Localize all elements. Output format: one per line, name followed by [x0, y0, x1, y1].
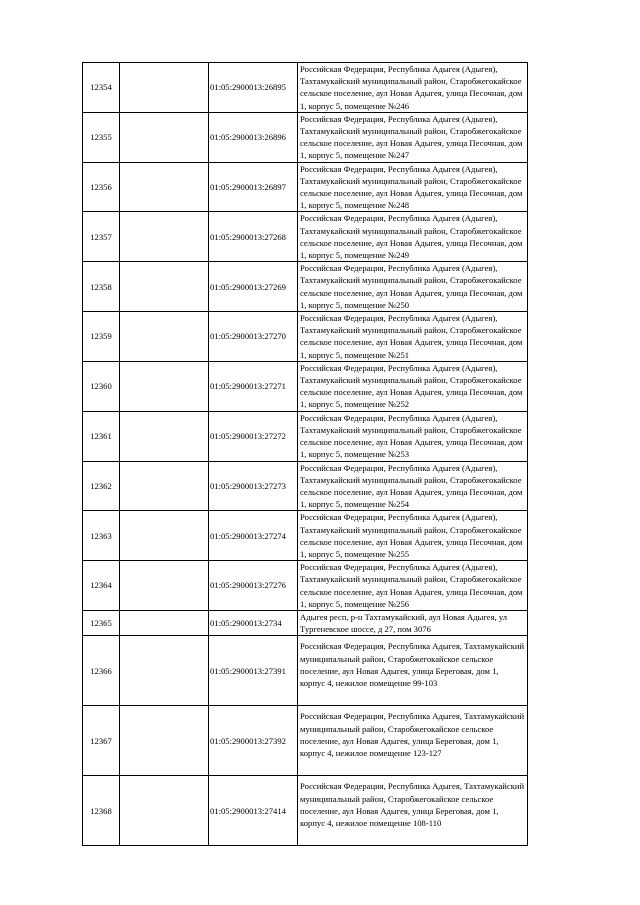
property-table	[82, 62, 528, 846]
row-number-cell: 12368	[83, 776, 120, 846]
row-number-cell: 12363	[83, 511, 120, 561]
table-row	[83, 361, 528, 411]
cadastral-number-cell: 01:05:2900013:26896	[209, 112, 298, 162]
address-cell: Российская Федерация, Республика Адыгея (Адыгея), Тахтамукайский муниципальный район, Старобжегокайское сельское поселение, аул Новая Адыгея, улица Песочная, дом 1, корпус 5, помещение №253	[298, 411, 528, 461]
row-number-cell: 12362	[83, 461, 120, 511]
empty-cell	[120, 361, 209, 411]
row-number-cell: 12359	[83, 312, 120, 362]
cadastral-number-cell: 01:05:2900013:2734	[209, 610, 298, 635]
cadastral-number-cell: 01:05:2900013:27269	[209, 262, 298, 312]
cadastral-number-cell: 01:05:2900013:26897	[209, 162, 298, 212]
table-row	[83, 610, 528, 635]
cadastral-number-cell: 01:05:2900013:27276	[209, 561, 298, 611]
address-cell: Российская Федерация, Республика Адыгея (Адыгея), Тахтамукайский муниципальный район, Старобжегокайское сельское поселение, аул Новая Адыгея, улица Песочная, дом 1, корпус 5, помещение №254	[298, 461, 528, 511]
cadastral-number-cell: 01:05:2900013:27270	[209, 312, 298, 362]
address-cell: Российская Федерация, Республика Адыгея, Тахтамукайский муниципальный район, Старобжегокайское сельское поселение, аул Новая Адыгея, улица Береговая, дом 1, корпус 4, нежилое помещение 123-127	[298, 706, 528, 776]
empty-cell	[120, 610, 209, 635]
row-number-cell: 12360	[83, 361, 120, 411]
empty-cell	[120, 461, 209, 511]
address-cell: Российская Федерация, Республика Адыгея (Адыгея), Тахтамукайский муниципальный район, Старобжегокайское сельское поселение, аул Новая Адыгея, улица Песочная, дом 1, корпус 5, помещение №252	[298, 361, 528, 411]
cadastral-number-cell: 01:05:2900013:27272	[209, 411, 298, 461]
address-cell: Адыгея респ, р-н Тахтамукайский, аул Новая Адыгея, ул Тургеневское шоссе, д 27, пом 3076	[298, 610, 528, 635]
empty-cell	[120, 636, 209, 706]
registry-sheet	[82, 62, 528, 846]
empty-cell	[120, 312, 209, 362]
table-row	[83, 212, 528, 262]
address-cell: Российская Федерация, Республика Адыгея (Адыгея), Тахтамукайский муниципальный район, Старобжегокайское сельское поселение, аул Новая Адыгея, улица Песочная, дом 1, корпус 5, помещение №248	[298, 162, 528, 212]
row-number-cell: 12367	[83, 706, 120, 776]
empty-cell	[120, 511, 209, 561]
table-row	[83, 112, 528, 162]
address-cell: Российская Федерация, Республика Адыгея (Адыгея), Тахтамукайский муниципальный район, Старобжегокайское сельское поселение, аул Новая Адыгея, улица Песочная, дом 1, корпус 5, помещение №250	[298, 262, 528, 312]
table-row	[83, 312, 528, 362]
table-row	[83, 636, 528, 706]
empty-cell	[120, 63, 209, 113]
address-cell: Российская Федерация, Республика Адыгея (Адыгея), Тахтамукайский муниципальный район, Старобжегокайское сельское поселение, аул Новая Адыгея, улица Песочная, дом 1, корпус 5, помещение №256	[298, 561, 528, 611]
row-number-cell: 12366	[83, 636, 120, 706]
table-row	[83, 461, 528, 511]
table-row	[83, 262, 528, 312]
empty-cell	[120, 411, 209, 461]
address-cell: Российская Федерация, Республика Адыгея (Адыгея), Тахтамукайский муниципальный район, Старобжегокайское сельское поселение, аул Новая Адыгея, улица Песочная, дом 1, корпус 5, помещение №246	[298, 63, 528, 113]
address-cell: Российская Федерация, Республика Адыгея, Тахтамукайский муниципальный район, Старобжегокайское сельское поселение, аул Новая Адыгея, улица Береговая, дом 1, корпус 4, нежилое помещение 99-103	[298, 636, 528, 706]
cadastral-number-cell: 01:05:2900013:26895	[209, 63, 298, 113]
cadastral-number-cell: 01:05:2900013:27274	[209, 511, 298, 561]
cadastral-number-cell: 01:05:2900013:27271	[209, 361, 298, 411]
row-number-cell: 12356	[83, 162, 120, 212]
row-number-cell: 12365	[83, 610, 120, 635]
table-row	[83, 561, 528, 611]
table-row	[83, 162, 528, 212]
address-cell: Российская Федерация, Республика Адыгея, Тахтамукайский муниципальный район, Старобжегокайское сельское поселение, аул Новая Адыгея, улица Береговая, дом 1, корпус 4, нежилое помещение 108-110	[298, 776, 528, 846]
empty-cell	[120, 212, 209, 262]
table-row	[83, 511, 528, 561]
empty-cell	[120, 112, 209, 162]
row-number-cell: 12364	[83, 561, 120, 611]
cadastral-number-cell: 01:05:2900013:27392	[209, 706, 298, 776]
empty-cell	[120, 262, 209, 312]
row-number-cell: 12354	[83, 63, 120, 113]
cadastral-number-cell: 01:05:2900013:27414	[209, 776, 298, 846]
table-row	[83, 411, 528, 461]
table-row	[83, 776, 528, 846]
empty-cell	[120, 706, 209, 776]
cadastral-number-cell: 01:05:2900013:27268	[209, 212, 298, 262]
table-row	[83, 706, 528, 776]
cadastral-number-cell: 01:05:2900013:27273	[209, 461, 298, 511]
empty-cell	[120, 162, 209, 212]
table-row	[83, 63, 528, 113]
row-number-cell: 12355	[83, 112, 120, 162]
cadastral-number-cell: 01:05:2900013:27391	[209, 636, 298, 706]
empty-cell	[120, 561, 209, 611]
empty-cell	[120, 776, 209, 846]
address-cell: Российская Федерация, Республика Адыгея (Адыгея), Тахтамукайский муниципальный район, Старобжегокайское сельское поселение, аул Новая Адыгея, улица Песочная, дом 1, корпус 5, помещение №247	[298, 112, 528, 162]
row-number-cell: 12357	[83, 212, 120, 262]
address-cell: Российская Федерация, Республика Адыгея (Адыгея), Тахтамукайский муниципальный район, Старобжегокайское сельское поселение, аул Новая Адыгея, улица Песочная, дом 1, корпус 5, помещение №255	[298, 511, 528, 561]
address-cell: Российская Федерация, Республика Адыгея (Адыгея), Тахтамукайский муниципальный район, Старобжегокайское сельское поселение, аул Новая Адыгея, улица Песочная, дом 1, корпус 5, помещение №249	[298, 212, 528, 262]
row-number-cell: 12361	[83, 411, 120, 461]
property-table-body	[83, 63, 528, 846]
address-cell: Российская Федерация, Республика Адыгея (Адыгея), Тахтамукайский муниципальный район, Старобжегокайское сельское поселение, аул Новая Адыгея, улица Песочная, дом 1, корпус 5, помещение №251	[298, 312, 528, 362]
row-number-cell: 12358	[83, 262, 120, 312]
